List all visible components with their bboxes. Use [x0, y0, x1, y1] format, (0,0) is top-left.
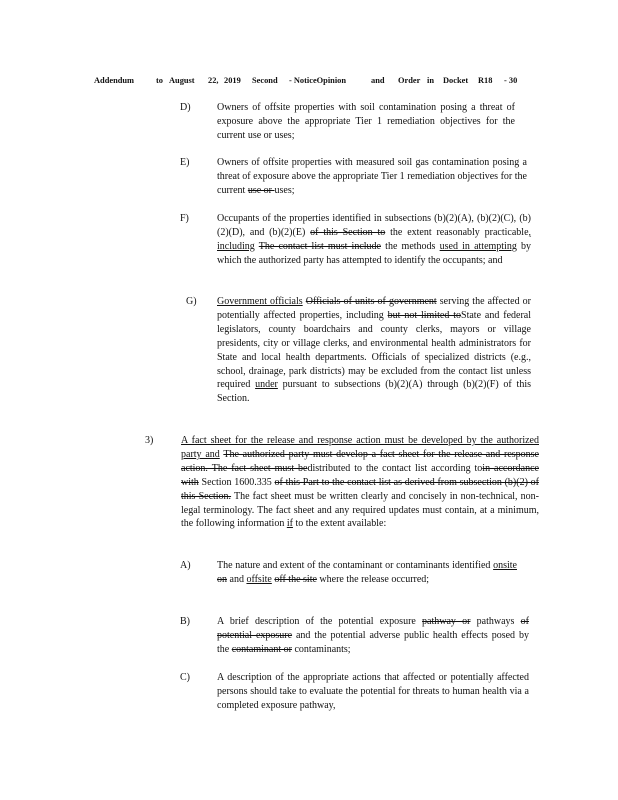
header-month: August: [169, 76, 195, 85]
item-g-text: [217, 295, 531, 406]
item-3-marker: 3): [145, 435, 154, 446]
item-d-text: [217, 101, 515, 143]
item-3-body-4: The fact sheet must be written clearly and concisely in non-technical, non-legal terminology. The fact sheet and any required updates must contain, at a minimum, the following information: [181, 490, 539, 530]
item-a-marker: A): [180, 560, 191, 571]
item-g-strike-2: but not limited to: [387, 309, 462, 321]
item-b-body-1: A brief description of the potential exposure: [217, 616, 423, 627]
header-year: 2019: [224, 76, 241, 85]
item-3-strike-1: The authorized party must develop a fact sheet for the release and response action. The fact sheet must be: [181, 448, 539, 474]
item-f-marker: F): [180, 213, 189, 224]
item-e-body-2: uses;: [274, 184, 295, 196]
item-f-body-2: the extent reasonably practicable: [385, 226, 529, 238]
header-rule: R18: [478, 76, 493, 85]
item-g-insert-1: Government officials: [217, 296, 303, 307]
item-3-strike-3: of this Part to the contact list as derived from subsection (b)(2) of this Section.: [181, 476, 539, 502]
item-g-insert-2: under: [255, 379, 278, 391]
item-b-marker: B): [180, 616, 190, 627]
item-a-text: [217, 559, 517, 587]
item-a-strike-2: off the site: [274, 573, 317, 585]
item-3-insert-2: if: [286, 518, 293, 530]
item-b-strike-1: pathway or: [422, 616, 471, 627]
header-docket: Docket: [443, 76, 469, 85]
item-g-marker: G): [186, 296, 197, 307]
header-order: Order: [398, 76, 421, 85]
item-b-text: [217, 615, 529, 657]
item-b-body-3: and the potential adverse public health effects posed by the: [217, 629, 530, 655]
item-g-body-3: State and federal legislators, county boardchairs and county clerks, mayors or village presidents, city or village clerks, and environmental health administrators for State and local health departments. Officials of specialized districts (e.g., school, drainage, park districts) may be excluded from the contact list unless required: [217, 309, 532, 391]
item-f-text: [217, 212, 531, 268]
header-day: 22,: [208, 76, 219, 85]
item-f-insert-1: , including: [217, 226, 532, 252]
item-c-body: A description of the appropriate actions that affected or potentially affected persons should take to evaluate the potential for threats to human health via a completed exposure pathway,: [217, 672, 529, 711]
item-3-body-5: to the extent available:: [292, 518, 387, 530]
item-f-strike-1: of this Section to: [310, 226, 386, 238]
header-and: and: [371, 76, 385, 85]
item-e-text: [217, 156, 527, 198]
item-g-strike-1: Officials of units of government: [305, 296, 437, 307]
header-second: Second: [252, 76, 278, 85]
item-g-body-4: pursuant to subsections (b)(2)(A) through (b)(2)(F) of this Section.: [217, 379, 531, 405]
header-to: to: [156, 76, 163, 85]
header-in: in: [427, 76, 434, 85]
item-b-strike-3: contaminant or: [231, 643, 292, 655]
header-notice: - NoticeOpinion: [289, 76, 346, 85]
item-c-marker: C): [180, 672, 190, 683]
item-f-body-1: Occupants of the properties identified in subsections (b)(2)(A), (b)(2)(C), (b)(2)(D), and (b)(2)(E): [217, 213, 531, 238]
item-e-strike-1: use or: [247, 184, 275, 196]
item-d-body: Owners of offsite properties with soil contamination posing a threat of exposure above the appropriate Tier 1 remediation objectives for the current use or uses;: [217, 102, 515, 141]
item-f-strike-2: The contact list must include: [258, 240, 381, 252]
item-3-insert-1: A fact sheet for the release and response action must be developed by the authorized party and: [181, 435, 539, 460]
item-3-body-3: Section 1600.335: [198, 476, 275, 488]
item-e-body-1: Owners of offsite properties with measured soil gas contamination posing a threat of exposure above the appropriate Tier 1 remediation objectives for the current: [217, 157, 527, 196]
item-a-insert-1: onsite: [493, 560, 517, 571]
item-c-text: [217, 671, 529, 713]
item-a-body-5: where the release occurred;: [316, 573, 430, 585]
item-3-text: [181, 434, 539, 531]
item-g-body-2: serving the affected or potentially affected properties, including: [217, 296, 532, 321]
item-a-body-1: The nature and extent of the contaminant or contaminants identified: [217, 560, 494, 571]
item-b-body-2: pathways: [470, 616, 521, 627]
item-d-marker: D): [180, 102, 191, 113]
item-3-body-2: distributed to the contact list according to: [307, 462, 483, 474]
item-b-body-4: contaminants;: [291, 643, 351, 655]
item-b-strike-2: of potential exposure: [217, 616, 529, 641]
item-a-strike-1: on: [217, 573, 227, 585]
header-number: - 30: [504, 76, 518, 85]
item-f-insert-2: used in attempting: [439, 240, 517, 252]
item-a-body-3: and: [227, 573, 247, 585]
item-f-body-4: the methods: [381, 240, 440, 252]
item-3-strike-2: in accordance with: [181, 462, 539, 488]
header-addendum: Addendum: [94, 76, 135, 85]
item-f-body-5: by which the authorized party has attempted to identify the occupants; and: [217, 240, 532, 266]
item-e-marker: E): [180, 157, 190, 168]
item-a-insert-2: offsite: [246, 573, 272, 585]
